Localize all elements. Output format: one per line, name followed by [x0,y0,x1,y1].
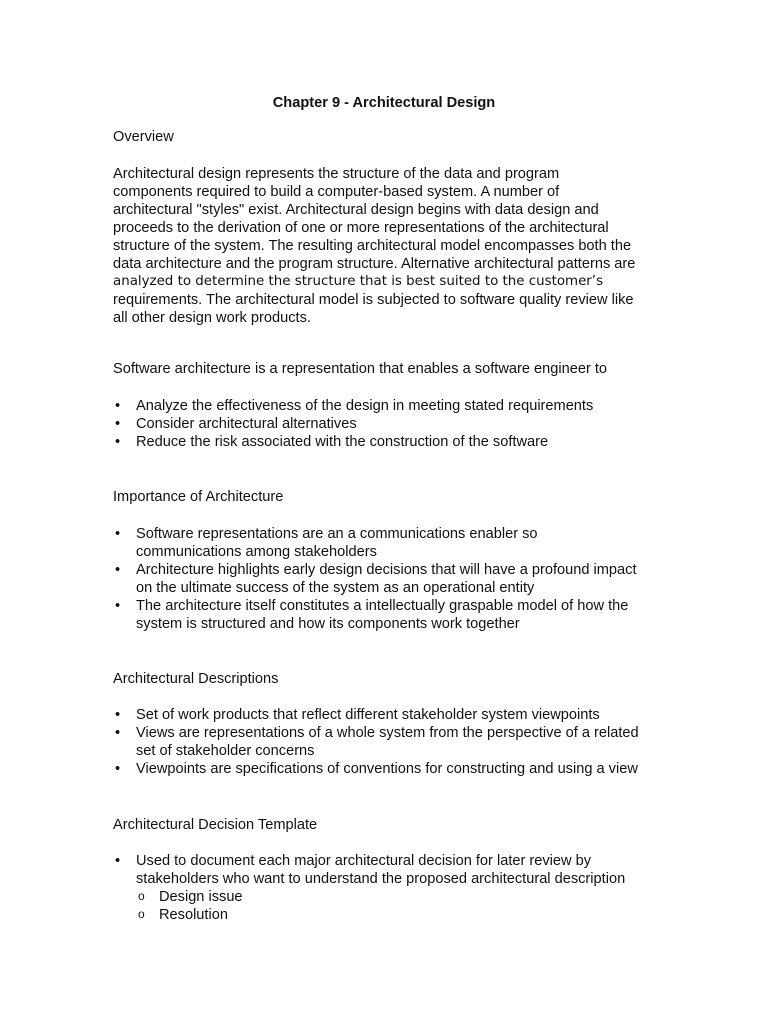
sub-list-item: o Resolution [136,906,625,924]
list-item-text: • Views are representations of a whole system from the perspective of a related [136,725,639,741]
list-item-text: on the ultimate success of the system as an operational entity [136,580,535,596]
decision-template-sublist [136,888,625,924]
list-item-text: set of stakeholder concerns [136,743,315,759]
importance-heading: Importance of Architecture [113,489,284,505]
overview-line: architectural "styles" exist. Architectural design begins with data design and [113,202,599,218]
list-item [113,397,593,415]
software-architecture-intro: Software architecture is a representation that enables a software engineer to [113,361,608,377]
list-item-text: • Used to document each major architectural decision for later review by [136,853,592,869]
overview-paragraph [113,165,635,327]
overview-line: all other design work products. [113,310,311,326]
list-item [113,760,639,778]
software-architecture-list [113,397,593,451]
list-item-text: stakeholders who want to understand the proposed architectural description [136,871,626,887]
list-item-text: • Architecture highlights early design decisions that will have a profound impact [136,562,637,578]
list-item-text: • Viewpoints are specifications of conventions for constructing and using a view [136,761,638,777]
descriptions-heading: Architectural Descriptions [113,671,279,687]
list-item-text: system is structured and how its components work together [136,616,520,632]
list-item-text: • Reduce the risk associated with the construction of the software [136,434,549,450]
importance-list [113,525,637,633]
list-item [113,525,637,561]
list-item [113,852,625,924]
overview-line: structure of the system. The resulting architectural model encompasses both the [113,238,632,254]
sub-list-item: o Design issue [136,888,625,906]
list-item-text: • The architecture itself constitutes a intellectually graspable model of how the [136,598,629,614]
list-item-text: • Consider architectural alternatives [136,416,357,432]
list-item-text: • Set of work products that reflect different stakeholder system viewpoints [136,707,600,723]
list-item [113,706,639,724]
document-title: Chapter 9 - Architectural Design [272,95,496,111]
overview-line: proceeds to the derivation of one or more representations of the architectural [113,220,609,236]
list-item-text: communications among stakeholders [136,544,377,560]
overview-heading: Overview [113,129,174,145]
list-item [113,724,639,760]
list-item [113,433,593,451]
overview-line: analyzed to determine the structure that is best suited to the customer’s [113,274,604,289]
list-item [113,415,593,433]
list-item-text: • Analyze the effectiveness of the design in meeting stated requirements [136,398,594,414]
decision-template-list [113,852,625,924]
overview-line: data architecture and the program structure. Alternative architectural patterns are [113,256,636,272]
descriptions-list [113,706,639,778]
overview-line: requirements. The architectural model is subjected to software quality review like [113,292,634,308]
decision-template-heading: Architectural Decision Template [113,817,318,833]
list-item [113,561,637,597]
overview-line: components required to build a computer-based system. A number of [113,184,560,200]
list-item-text: • Software representations are an a communications enabler so [136,526,538,542]
list-item [113,597,637,633]
overview-line: Architectural design represents the structure of the data and program [113,166,560,182]
